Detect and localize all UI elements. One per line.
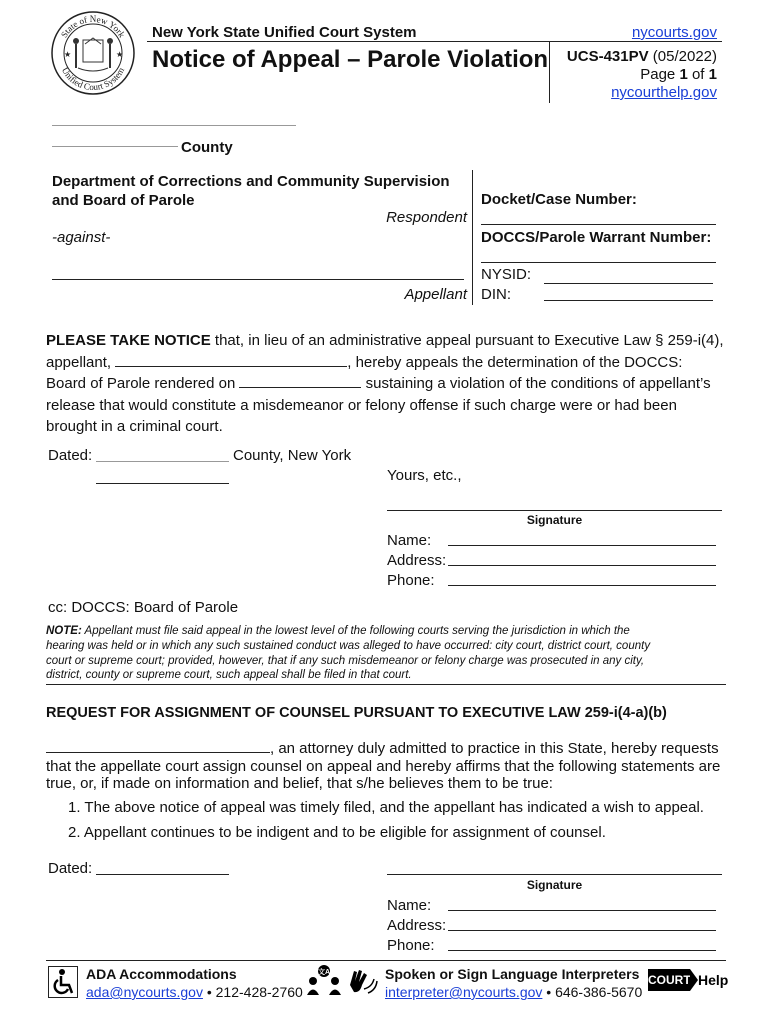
counsel-paragraph: , an attorney duly admitted to practice in this State, hereby requests that the appellate court assign counsel on appeal and hereby affirms that the following statements are true, or, if made on information and belief, that s/he believes them to be true:	[46, 740, 721, 792]
notice-paragraph	[46, 330, 736, 438]
court-seal	[50, 10, 136, 96]
svg-text:★: ★	[64, 50, 72, 59]
yours-label: Yours, etc.,	[387, 467, 462, 484]
counsel-phone-field[interactable]	[448, 950, 716, 951]
din-label: DIN:	[481, 286, 511, 303]
name-field[interactable]	[448, 545, 716, 546]
dated-date-field[interactable]	[96, 483, 229, 484]
counsel-item-2: 2. Appellant continues to be indigent and to be eligible for assignment of counsel.	[68, 824, 606, 841]
county-name-field[interactable]	[52, 146, 178, 147]
svg-text:State of New York	[59, 14, 127, 40]
address-field[interactable]	[448, 565, 716, 566]
seal-bottom-text: Unified Court System	[59, 65, 127, 93]
county-ny-label: County, New York	[233, 447, 352, 464]
form-code: UCS-431PV	[566, 48, 649, 65]
courthelp-logo	[648, 969, 729, 991]
notice-line-1: PLEASE TAKE NOTICE that, in lieu of an administrative appeal pursuant to Executive Law § 259-i(4),	[46, 332, 724, 349]
seal-top-text: State of New York	[58, 14, 128, 40]
counsel-address-field[interactable]	[448, 930, 716, 931]
courthelp-logo-help: Help	[698, 972, 729, 988]
notice-line-3: Board of Parole rendered on sustaining a violation of the conditions of appellant’s	[46, 375, 711, 393]
counsel-dated-label: Dated:	[48, 860, 93, 877]
interpreter-email-link[interactable]: interpreter@nycourts.gov	[385, 984, 543, 1000]
page-title: Notice of Appeal – Parole Violation	[152, 46, 549, 73]
counsel-signature-label: Signature	[526, 878, 583, 892]
counsel-heading: REQUEST FOR ASSIGNMENT OF COUNSEL PURSUANT TO EXECUTIVE LAW 259-i(4-a)(b)	[46, 705, 667, 721]
sign-language-icon	[346, 965, 378, 997]
decision-date-field[interactable]	[239, 373, 361, 388]
footer-rule	[46, 960, 726, 961]
warrant-field[interactable]	[481, 262, 716, 263]
counsel-phone-label: Phone:	[387, 937, 435, 954]
attorney-name-field[interactable]	[46, 738, 270, 753]
svg-text:★: ★	[116, 50, 124, 59]
appellant-label: Appellant	[404, 286, 467, 303]
nycourts-link[interactable]: nycourts.gov	[631, 24, 717, 41]
svg-text:Unified Court System	[60, 66, 126, 93]
dated-label: Dated:	[48, 447, 93, 464]
ada-email-link[interactable]: ada@nycourts.gov	[86, 984, 203, 1000]
counsel-name-field[interactable]	[448, 910, 716, 911]
respondent-name: Department of Corrections and Community Supervision and Board of Parole	[52, 173, 450, 209]
nysid-field[interactable]	[544, 283, 713, 284]
courthelp-logo-arrow	[690, 969, 698, 991]
header-rule	[147, 41, 722, 42]
header-divider	[549, 41, 550, 103]
signature-label: Signature	[526, 513, 583, 527]
appellant-name-field[interactable]	[52, 279, 464, 280]
ada-phone: • 212-428-2760	[202, 984, 303, 1000]
counsel-signature-field[interactable]	[387, 874, 722, 875]
cc-line: cc: DOCCS: Board of Parole	[48, 599, 239, 616]
form-date: (05/2022)	[652, 48, 717, 65]
phone-field[interactable]	[448, 585, 716, 586]
signature-field[interactable]	[387, 510, 722, 511]
note-block: NOTE: Appellant must file said appeal in the lowest level of the following courts serving the jurisdiction in which the hearing was held or in which any such sustained conduct was alleged to have occurred: city court, district court, county court or supreme court; provided, however, that if any such misdemeanor or felony charge was prosecuted in any city, district, county or supreme court, such appeal shall be filed in that court.	[46, 625, 651, 682]
form-code-line	[567, 48, 717, 65]
against-label: -against-	[52, 229, 111, 246]
svg-text:文A: 文A	[317, 969, 331, 976]
counsel-address-label: Address:	[387, 917, 447, 934]
interpreter-phone: • 646-386-5670	[542, 984, 643, 1000]
interpreter-title: Spoken or Sign Language Interpreters	[385, 966, 640, 982]
court-name-field[interactable]	[52, 125, 296, 126]
phone-label: Phone:	[387, 572, 435, 589]
county-label: County	[181, 139, 233, 156]
nysid-label: NYSID:	[481, 266, 532, 283]
address-label: Address:	[387, 552, 447, 569]
nycourthelp-link[interactable]: nycourthelp.gov	[611, 84, 717, 101]
caption-divider	[472, 170, 473, 305]
respondent-label: Respondent	[386, 209, 467, 226]
notice-line-4: release that would constitute a misdemeanor or felony offense if such charge were or had been	[46, 396, 677, 414]
notice-line-5: brought in a criminal court.	[46, 418, 223, 436]
interpreter-icon	[306, 965, 342, 997]
counsel-item-1: 1. The above notice of appeal was timely filed, and the appellant has indicated a wish to appeal.	[68, 799, 704, 816]
wheelchair-icon	[48, 966, 78, 998]
interpreter-contact	[385, 984, 642, 1000]
courthelp-logo-court: COURT	[648, 969, 690, 991]
warrant-label: DOCCS/Parole Warrant Number:	[481, 229, 712, 246]
docket-label: Docket/Case Number:	[481, 191, 637, 208]
note-rule	[46, 684, 726, 685]
din-field[interactable]	[544, 300, 713, 301]
notice-line-2: appellant, , hereby appeals the determination of the DOCCS:	[46, 353, 683, 371]
ada-title: ADA Accommodations	[86, 966, 237, 982]
dated-county-field[interactable]	[96, 461, 229, 462]
docket-field[interactable]	[481, 224, 716, 225]
page-number: Page 1 of 1	[640, 66, 717, 83]
counsel-dated-field[interactable]	[96, 874, 229, 875]
ada-contact	[86, 984, 303, 1000]
counsel-name-label: Name:	[387, 897, 432, 914]
name-label: Name:	[387, 532, 432, 549]
appellant-inline-field[interactable]	[115, 352, 347, 367]
org-name: New York State Unified Court System	[152, 24, 417, 41]
